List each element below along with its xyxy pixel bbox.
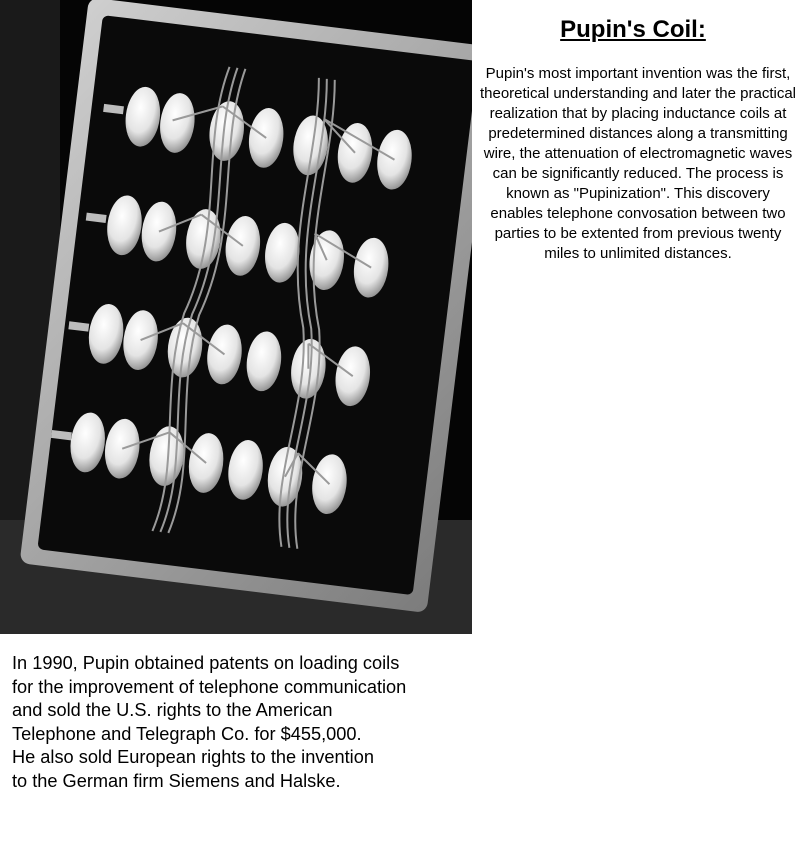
coil-photo-drawing — [0, 0, 472, 634]
caption-line: Telephone and Telegraph Co. for $455,000. — [12, 723, 362, 744]
patent-caption — [12, 652, 482, 794]
caption-line: for the improvement of telephone communication — [12, 676, 407, 697]
caption-line: In 1990, Pupin obtained patents on loading coils — [12, 653, 400, 673]
caption-line: and sold the U.S. rights to the American — [12, 700, 333, 721]
invention-description: Pupin's most important invention was the first, theoretical understanding and later the practical realization that by placing inductance coils at predetermined distances along a transmitting wire, the attenuation of electromagnetic waves can be significantly reduced. The process is known as "Pupinization". This discovery enables telephone convosation between two parties to be extented from previous twenty miles to unlimited distances. — [479, 65, 797, 262]
pupin-coil-photo — [0, 0, 472, 634]
caption-line: to the German firm Siemens and Halske. — [12, 770, 341, 791]
page-title: Pupin's Coil: — [560, 16, 706, 43]
coil-case — [20, 0, 472, 613]
caption-line: He also sold European rights to the invention — [12, 747, 374, 768]
